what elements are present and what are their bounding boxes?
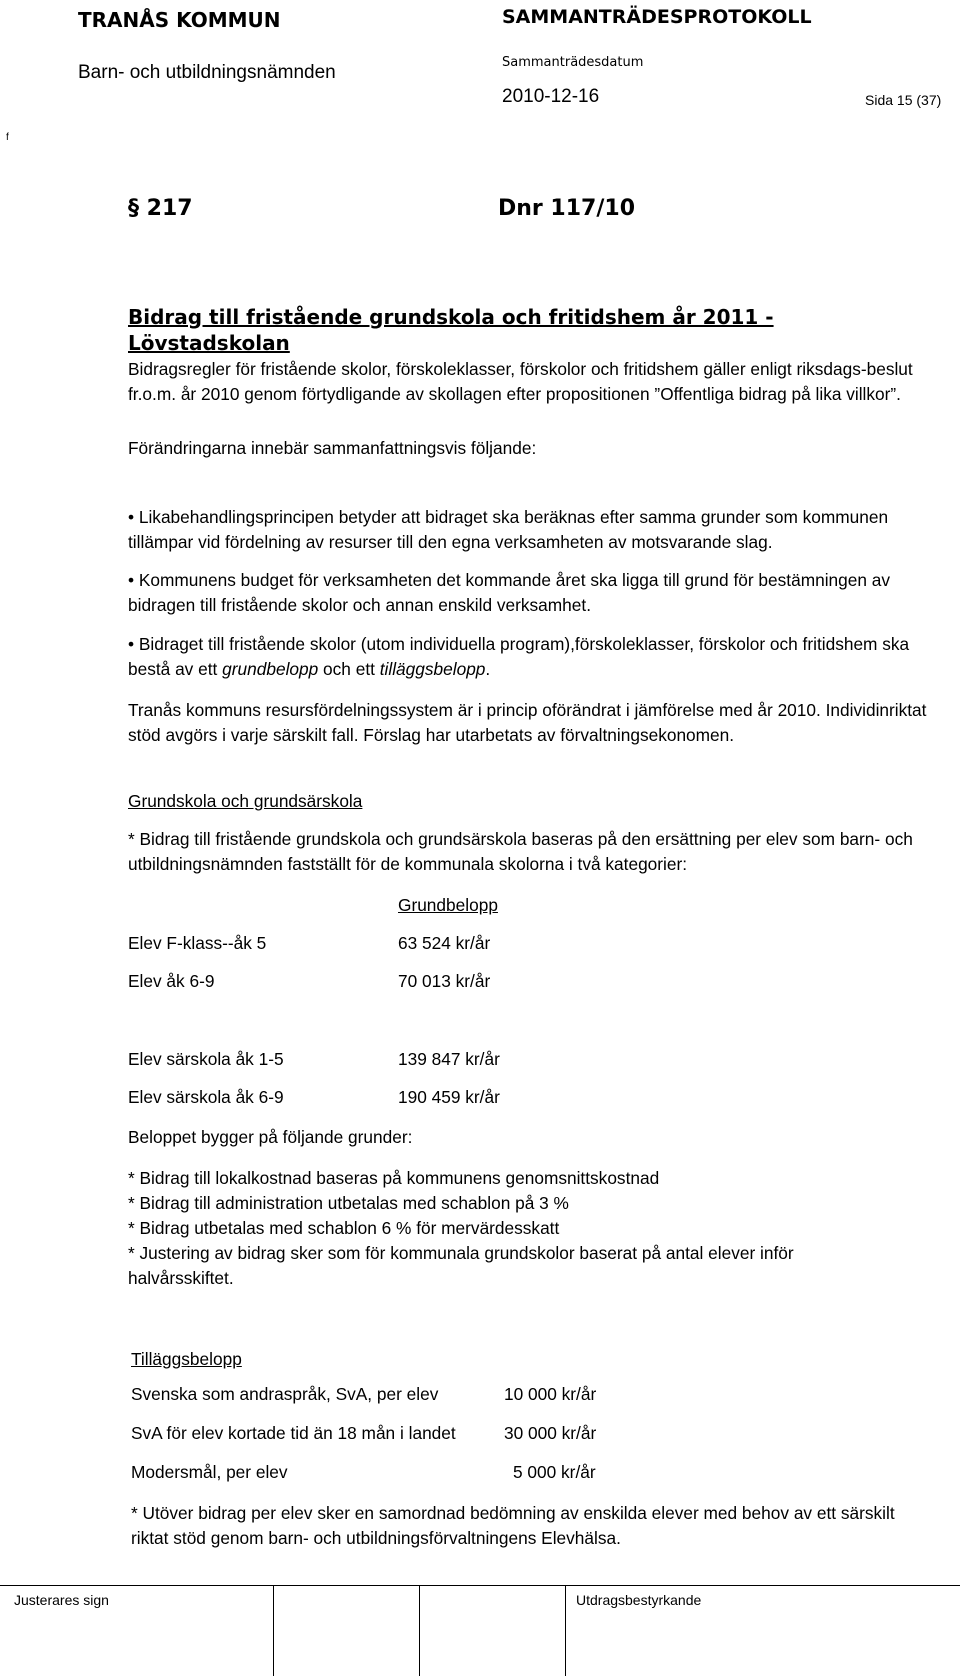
board-name: Barn- och utbildningsnämnden (78, 62, 336, 83)
justerares-sign-label: Justerares sign (14, 1592, 109, 1608)
bullet-budget: • Kommunens budget för verksamheten det kommande året ska ligga till grund för bestämningen av bidragen till fristående skolor och annan enskild verksamhet. (128, 570, 891, 615)
organization-name: TRANÅS KOMMUN (78, 8, 281, 32)
row-label: Svenska som andraspråk, SvA, per elev (131, 1384, 439, 1404)
footer-cell-sign-3 (420, 1586, 566, 1676)
basis-item: * Bidrag utbetalas med schablon 6 % för mervärdesskatt (128, 1218, 560, 1238)
row-value: 139 847 kr/år (398, 1049, 500, 1069)
row-label: SvA för elev kortade tid än 18 mån i landet (131, 1423, 456, 1443)
grundskola-heading: Grundskola och grundsärskola (128, 791, 363, 811)
margin-mark: f (6, 132, 9, 143)
diary-number: Dnr 117/10 (498, 196, 636, 221)
row-value: 10 000 kr/år (504, 1384, 597, 1404)
bullet-equal-treatment: • Likabehandlingsprincipen betyder att bidraget ska beräknas efter samma grunder som kommunen tillämpar vid fördelning av resurser till den egna verksamheten av motsvarande slag. (128, 507, 889, 552)
page-number: Sida 15 (37) (865, 92, 942, 108)
term-tillaggsbelopp: tilläggsbelopp (379, 659, 486, 679)
utdragsbestyrkande-label: Utdragsbestyrkande (576, 1592, 702, 1608)
row-value: 5 000 kr/år (513, 1462, 596, 1482)
footer-cell-sign-2 (274, 1586, 420, 1676)
tillagg-note: * Utöver bidrag per elev sker en samordnad bedömning av enskilda elever med behov av ett särskilt riktat stöd genom barn- och utbildningsförvaltningens Elevhälsa. (131, 1503, 895, 1548)
row-label: Modersmål, per elev (131, 1462, 288, 1482)
row-value: 70 013 kr/år (398, 971, 491, 991)
document-title: SAMMANTRÄDESPROTOKOLL (502, 6, 812, 28)
basis-item: * Bidrag till lokalkostnad baseras på kommunens genomsnittskostnad (128, 1168, 660, 1188)
row-label: Elev F-klass--åk 5 (128, 933, 267, 953)
footer-cell-sign (0, 1586, 274, 1676)
row-label: Elev särskola åk 1-5 (128, 1049, 284, 1069)
signature-footer (0, 1585, 960, 1676)
grundskola-text: * Bidrag till fristående grundskola och grundsärskola baseras på den ersättning per elev som barn- och utbildningsnämnden fastställt för de kommunala skolorna i två kategorier: (128, 829, 913, 874)
term-grundbelopp: grundbelopp (222, 659, 319, 679)
meeting-date: 2010-12-16 (502, 86, 600, 107)
row-value: 63 524 kr/år (398, 933, 491, 953)
grundbelopp-column-header: Grundbelopp (398, 895, 498, 915)
system-paragraph: Tranås kommuns resursfördelningssystem är i princip oförändrat i jämförelse med år 2010. Individinriktat stöd avgörs i varje särskilt fall. Förslag har utarbetats av förvaltningsekonomen. (128, 700, 927, 745)
section-title: Bidrag till fristående grundskola och fritidshem år 2011 - Lövstadskolan (128, 305, 774, 355)
bullet-composition: • Bidraget till fristående skolor (utom individuella program),förskoleklasser, förskolor och fritidshem ska bestå av ett grundbelopp och ett tilläggsbelopp. (128, 634, 910, 679)
row-label: Elev särskola åk 6-9 (128, 1087, 284, 1107)
basis-item: * Bidrag till administration utbetalas med schablon på 3 % (128, 1193, 569, 1213)
tillaggsbelopp-table (131, 1384, 831, 1504)
row-label: Elev åk 6-9 (128, 971, 215, 991)
footer-cell-extract (566, 1586, 960, 1676)
grundbelopp-table (128, 895, 728, 1115)
intro-paragraph: Bidragsregler för fristående skolor, förskoleklasser, förskolor och fritidshem gäller enligt riksdags-beslut fr.o.m. år 2010 genom förtydligande av skollagen efter propositionen ”Offentliga bidrag på lika villkor”. (128, 359, 913, 404)
tillagg-heading: Tilläggsbelopp (131, 1349, 242, 1369)
row-value: 30 000 kr/år (504, 1423, 597, 1443)
basis-lead: Beloppet bygger på följande grunder: (128, 1127, 413, 1147)
row-value: 190 459 kr/år (398, 1087, 500, 1107)
paragraph-number: § 217 (128, 196, 193, 221)
meeting-date-label: Sammanträdesdatum (502, 55, 644, 70)
changes-lead: Förändringarna innebär sammanfattningsvis följande: (128, 438, 537, 458)
basis-item: * Justering av bidrag sker som för kommunala grundskolor baserat på antal elever inför halvårsskiftet. (128, 1243, 794, 1288)
